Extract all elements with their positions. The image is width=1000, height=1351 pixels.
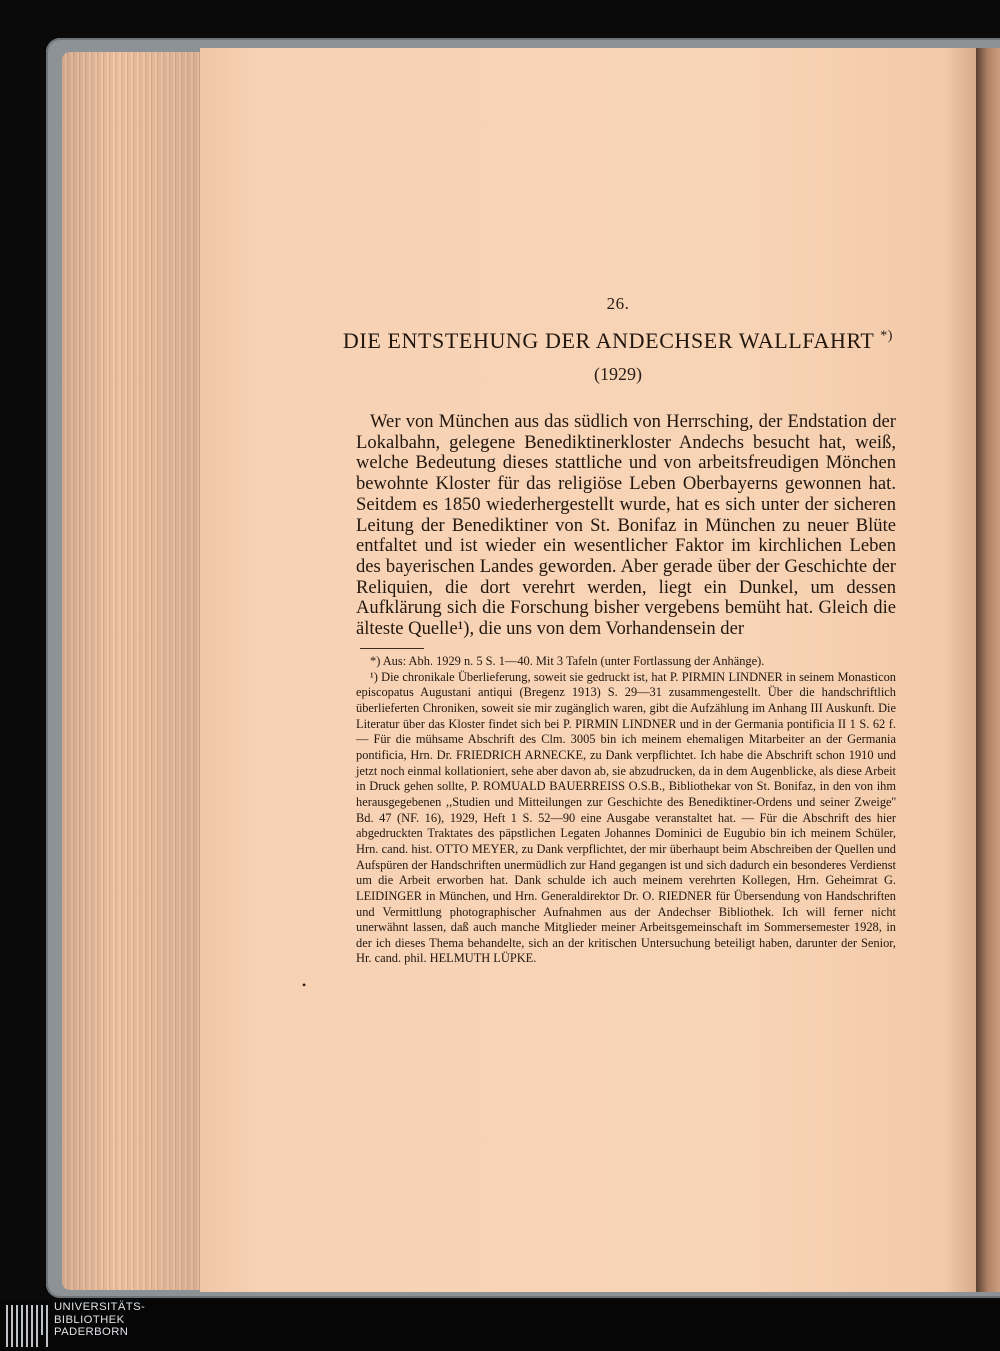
body-paragraph: Wer von München aus das südlich von Herrsching, der Endstation der Lokalbahn, gelegene Benediktinerkloster Andechs besucht hat, weiß, welche Bedeutung dieses stattliche und von arbeitsfreudigen Mönchen bewohnte Kloster für das religiöse Leben Oberbayerns gewonnen hat. Seitdem es 1850 wiederhergestellt wurde, hat es sich unter der sicheren Leitung der Benediktiner von St. Bonifaz in München zu neuer Blüte entfaltet und ist wieder ein wesentlicher Faktor im kirchlichen Leben des bayerischen Landes geworden. Aber gerade über der Geschichte der Reliquien, die dort verehrt werden, liegt ein Dunkel, um dessen Aufklärung sich die Forschung bisher vergebens bemüht hat. Gleich die älteste Quelle¹), die uns von dem Vorhandensein der — [356, 411, 896, 640]
footnotes — [356, 654, 896, 967]
chapter-title — [200, 328, 1000, 354]
footnote-star: *) Aus: Abh. 1929 n. 5 S. 1—40. Mit 3 Tafeln (unter Fortlassung der Anhänge). — [370, 654, 765, 668]
library-footer — [0, 1300, 1000, 1351]
title-footnote-marker: *) — [880, 328, 894, 344]
chapter-title-text: DIE ENTSTEHUNG DER ANDECHSER WALLFAHRT — [342, 328, 875, 353]
library-name-line2: BIBLIOTHEK — [54, 1313, 125, 1326]
library-name-line1: UNIVERSITÄTS- — [54, 1301, 146, 1313]
book-page — [200, 48, 976, 1292]
stray-mark: • — [302, 978, 307, 992]
library-name — [54, 1301, 254, 1339]
footnote-rule — [360, 648, 424, 649]
facing-page-edge — [972, 48, 1000, 1292]
footnote-one: ¹) Die chronikale Überlieferung, soweit sie gedruckt ist, hat P. PIRMIN LINDNER in seinem Monasticon episcopatus Augustani antiqui (Bregenz 1913) S. 29—31 zusammengestellt. Über die handschriftlich überlieferten Chroniken, soweit sie mir zugänglich waren, gibt die Aufzählung im Anhang III Auskunft. Die Literatur über das Kloster findet sich bei P. PIRMIN LINDNER und in der Germania pontificia II 1 S. 62 f. — Für die mühsame Abschrift des Clm. 3005 bin ich meinem ehemaligen Mitarbeiter an der Germania pontificia, Hrn. Dr. FRIEDRICH ARNECKE, zu Dank verpflichtet. Ich habe die Abschrift schon 1910 und jetzt noch einmal kollationiert, sehe aber davon ab, sie abzudrucken, da in dem Augenblicke, als diese Arbeit in Druck gehen sollte, P. ROMUALD BAUERREISS O.S.B., Bibliothekar von St. Bonifaz, in den von ihm herausgegebenen ,,Studien und Mitteilungen zur Geschichte des Benediktiner-Ordens und seiner Zweige'' Bd. 47 (NF. 16), 1929, Heft 1 S. 52—90 eine Ausgabe veranstaltet hat. — Für die Abschrift des hier abgedruckten Traktates des päpstlichen Legaten Johannes Dominici de Eugubio bin ich meinem Schüler, Hrn. cand. hist. OTTO MEYER, zu Dank verpflichtet, der mir überhaupt beim Abschreiben der Quellen und Aufspüren der Handschriften unermüdlich zur Hand gegangen ist und sich dadurch ein besonderes Verdienst um die Arbeit erworben hat. Dank schulde ich auch meinem verehrten Kollegen, Hrn. Geheimrat G. LEIDINGER in München, und Hrn. Generaldirektor Dr. O. RIEDNER für Übersendung von Handschriften und Vermittlung photographischer Aufnahmen aus der Andechser Bibliothek. Ich will ferner nicht unerwähnt lassen, daß auch manche Mitglieder meiner Arbeitsgemeinschaft im Sommersemester 1928, in der ich dieses Thema behandelte, sich an der kritischen Untersuchung beteiligt haben, darunter der Senior, Hr. cand. phil. HELMUTH LÜPKE. — [356, 669, 896, 966]
chapter-year: (1929) — [594, 364, 642, 384]
chapter-number: 26. — [606, 294, 630, 313]
page-edges-shade — [62, 52, 202, 1290]
library-logo-icon — [6, 1305, 50, 1347]
library-name-line3: PADERBORN — [54, 1326, 129, 1339]
